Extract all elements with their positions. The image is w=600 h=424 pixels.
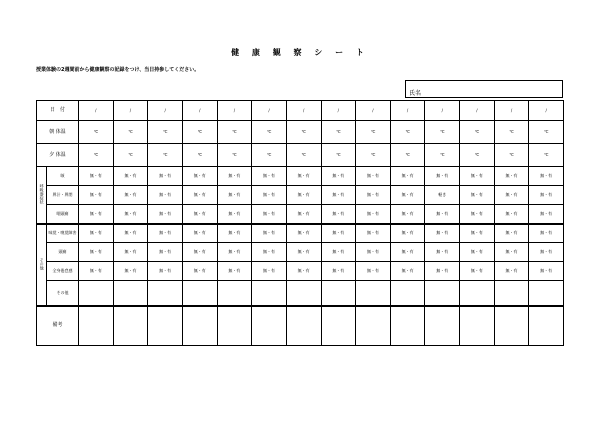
entry-cell[interactable]: 無・有	[148, 262, 183, 281]
entry-cell[interactable]: 無・有	[460, 167, 495, 186]
entry-cell[interactable]: ℃	[79, 121, 114, 144]
entry-cell[interactable]: /	[113, 101, 148, 121]
entry-cell[interactable]	[286, 281, 321, 306]
entry-cell[interactable]: ℃	[494, 144, 529, 167]
entry-cell[interactable]: 無・有	[217, 262, 252, 281]
entry-cell[interactable]: 無・有	[321, 224, 356, 243]
entry-cell[interactable]	[390, 306, 425, 346]
entry-cell[interactable]: ℃	[460, 144, 495, 167]
entry-cell[interactable]: 無・有	[79, 262, 114, 281]
entry-cell[interactable]: 無・有	[286, 224, 321, 243]
entry-cell[interactable]: /	[494, 101, 529, 121]
symptom-label: 味覚・嗅覚障害	[47, 224, 79, 243]
entry-cell[interactable]: 無・有	[286, 243, 321, 262]
entry-cell[interactable]: 無・有	[460, 186, 495, 205]
entry-cell[interactable]: 無・有	[252, 167, 287, 186]
entry-cell[interactable]	[390, 281, 425, 306]
entry-cell[interactable]: 無・有	[390, 262, 425, 281]
date-row	[37, 101, 564, 121]
symptom-label: 咳	[47, 167, 79, 186]
entry-cell[interactable]	[529, 281, 564, 306]
entry-cell[interactable]: 無・有	[529, 262, 564, 281]
morning-temp-label: 朝 体温	[37, 121, 79, 144]
entry-cell[interactable]	[79, 281, 114, 306]
entry-cell[interactable]	[252, 306, 287, 346]
entry-cell[interactable]: 無・有	[182, 205, 217, 224]
entry-cell[interactable]: 無・有	[529, 243, 564, 262]
entry-cell[interactable]	[321, 281, 356, 306]
entry-cell[interactable]: /	[252, 101, 287, 121]
entry-cell[interactable]: 無・有	[529, 167, 564, 186]
other-row	[37, 262, 564, 281]
entry-cell[interactable]: /	[390, 101, 425, 121]
date-label: 日 付	[37, 101, 79, 121]
entry-cell[interactable]: 無・有	[321, 186, 356, 205]
entry-cell[interactable]: ℃	[252, 121, 287, 144]
entry-cell[interactable]: ℃	[494, 121, 529, 144]
other-group-label: その他	[37, 224, 47, 306]
entry-cell[interactable]	[425, 281, 460, 306]
entry-cell[interactable]: 無・有	[79, 243, 114, 262]
other-row	[37, 243, 564, 262]
entry-cell[interactable]: 無・有	[148, 243, 183, 262]
entry-cell[interactable]	[425, 306, 460, 346]
entry-cell[interactable]: ℃	[356, 144, 391, 167]
entry-cell[interactable]: 無・有	[494, 205, 529, 224]
instruction-text: 授業体験の2週間前から健康観察の記録をつけ、当日持参してください。	[36, 67, 200, 73]
entry-cell[interactable]: 無・有	[390, 205, 425, 224]
entry-cell[interactable]: /	[529, 101, 564, 121]
entry-cell[interactable]	[252, 281, 287, 306]
entry-cell[interactable]: 無・有	[252, 224, 287, 243]
entry-cell[interactable]: 無・有	[286, 186, 321, 205]
entry-cell[interactable]: 無・有	[390, 243, 425, 262]
entry-cell[interactable]: 無・有	[460, 243, 495, 262]
entry-cell[interactable]: 無・有	[148, 205, 183, 224]
entry-cell[interactable]: ℃	[182, 144, 217, 167]
entry-cell[interactable]: 無・有	[460, 205, 495, 224]
entry-cell[interactable]: 無・有	[460, 262, 495, 281]
entry-cell[interactable]: ℃	[356, 121, 391, 144]
entry-cell[interactable]: 無・有	[113, 243, 148, 262]
remarks-row	[37, 306, 564, 346]
entry-cell[interactable]: 無・有	[321, 243, 356, 262]
evening-temp-label: 夕 体温	[37, 144, 79, 167]
entry-cell[interactable]: 無・有	[425, 243, 460, 262]
entry-cell[interactable]: 無・有	[113, 205, 148, 224]
entry-cell[interactable]: ℃	[182, 121, 217, 144]
entry-cell[interactable]: 無・有	[79, 205, 114, 224]
entry-cell[interactable]: 無・有	[356, 205, 391, 224]
entry-cell[interactable]: ℃	[286, 121, 321, 144]
entry-cell[interactable]	[460, 306, 495, 346]
other-row	[37, 281, 564, 306]
entry-cell[interactable]: 無・有	[113, 186, 148, 205]
entry-cell[interactable]: 無・有	[390, 167, 425, 186]
entry-cell[interactable]: 無・有	[356, 243, 391, 262]
entry-cell[interactable]: 無・有	[217, 224, 252, 243]
entry-cell[interactable]: /	[217, 101, 252, 121]
entry-cell[interactable]: 無・有	[425, 262, 460, 281]
entry-cell[interactable]	[217, 306, 252, 346]
entry-cell[interactable]: 無・有	[494, 224, 529, 243]
entry-cell[interactable]: 無・有	[217, 186, 252, 205]
entry-cell[interactable]: ℃	[529, 144, 564, 167]
entry-cell[interactable]: 無・有	[182, 243, 217, 262]
entry-cell[interactable]: ℃	[113, 121, 148, 144]
respiratory-row	[37, 186, 564, 205]
entry-cell[interactable]: 無・有	[460, 224, 495, 243]
entry-cell[interactable]: ℃	[217, 121, 252, 144]
entry-cell[interactable]: 無・有	[356, 224, 391, 243]
entry-cell[interactable]: ℃	[286, 144, 321, 167]
sheet-title: 健 康 観 察 シ ー ト	[231, 48, 369, 57]
health-observation-table	[36, 100, 564, 346]
entry-cell[interactable]: ℃	[113, 144, 148, 167]
entry-cell[interactable]: 無・有	[321, 262, 356, 281]
entry-cell[interactable]: ℃	[390, 121, 425, 144]
entry-cell[interactable]	[217, 281, 252, 306]
entry-cell[interactable]: 無・有	[182, 224, 217, 243]
entry-cell[interactable]: 無・有	[425, 205, 460, 224]
entry-cell[interactable]: /	[321, 101, 356, 121]
entry-cell[interactable]: 無・有	[494, 243, 529, 262]
entry-cell[interactable]: 無・有	[252, 262, 287, 281]
other-row	[37, 224, 564, 243]
entry-cell[interactable]: 無・有	[321, 167, 356, 186]
respiratory-group-label: 呼吸器症状	[37, 167, 47, 224]
entry-cell[interactable]: 無・有	[113, 262, 148, 281]
symptom-label: 咽頭痛	[47, 205, 79, 224]
entry-cell[interactable]: ℃	[425, 121, 460, 144]
entry-cell[interactable]: ℃	[390, 144, 425, 167]
entry-cell[interactable]: ℃	[321, 121, 356, 144]
entry-cell[interactable]: ℃	[252, 144, 287, 167]
entry-cell[interactable]: 無・有	[79, 167, 114, 186]
entry-cell[interactable]: 無・有	[286, 167, 321, 186]
morning-temp-row	[37, 121, 564, 144]
entry-cell[interactable]: 無・有	[182, 262, 217, 281]
respiratory-row	[37, 205, 564, 224]
entry-cell[interactable]: /	[356, 101, 391, 121]
entry-cell[interactable]	[356, 306, 391, 346]
entry-cell[interactable]: 無・有	[217, 167, 252, 186]
entry-cell[interactable]: /	[148, 101, 183, 121]
respiratory-row	[37, 167, 564, 186]
entry-cell[interactable]	[460, 281, 495, 306]
entry-cell[interactable]: 無・有	[182, 167, 217, 186]
entry-cell[interactable]: /	[425, 101, 460, 121]
name-field[interactable]	[405, 80, 563, 98]
entry-cell[interactable]: ℃	[425, 144, 460, 167]
symptom-label: 全身倦怠感	[47, 262, 79, 281]
entry-cell[interactable]: 無・有	[79, 224, 114, 243]
entry-cell[interactable]	[113, 306, 148, 346]
entry-cell[interactable]: 無・有	[494, 186, 529, 205]
entry-cell[interactable]: 無・有	[529, 224, 564, 243]
entry-cell[interactable]: ℃	[79, 144, 114, 167]
entry-cell[interactable]	[182, 306, 217, 346]
entry-cell[interactable]	[494, 306, 529, 346]
entry-cell[interactable]: 軽き	[425, 186, 460, 205]
entry-cell[interactable]: 無・有	[286, 262, 321, 281]
entry-cell[interactable]: ℃	[460, 121, 495, 144]
entry-cell[interactable]: ℃	[321, 144, 356, 167]
entry-cell[interactable]	[494, 281, 529, 306]
entry-cell[interactable]: 無・有	[390, 224, 425, 243]
entry-cell[interactable]: 無・有	[425, 167, 460, 186]
remarks-label: 備考	[37, 306, 79, 346]
entry-cell[interactable]: 無・有	[148, 167, 183, 186]
entry-cell[interactable]: ℃	[148, 144, 183, 167]
entry-cell[interactable]: 無・有	[356, 186, 391, 205]
entry-cell[interactable]	[113, 281, 148, 306]
entry-cell[interactable]: 無・有	[494, 262, 529, 281]
entry-cell[interactable]	[79, 306, 114, 346]
entry-cell[interactable]: 無・有	[425, 224, 460, 243]
entry-cell[interactable]: 無・有	[113, 224, 148, 243]
entry-cell[interactable]: 無・有	[252, 186, 287, 205]
entry-cell[interactable]: 無・有	[148, 224, 183, 243]
evening-temp-row	[37, 144, 564, 167]
entry-cell[interactable]: 無・有	[529, 205, 564, 224]
entry-cell[interactable]	[182, 281, 217, 306]
entry-cell[interactable]: /	[182, 101, 217, 121]
entry-cell[interactable]: 無・有	[321, 205, 356, 224]
entry-cell[interactable]: 無・有	[356, 262, 391, 281]
entry-cell[interactable]: 無・有	[356, 167, 391, 186]
entry-cell[interactable]: ℃	[529, 121, 564, 144]
entry-cell[interactable]: 無・有	[529, 186, 564, 205]
entry-cell[interactable]: 無・有	[252, 243, 287, 262]
entry-cell[interactable]: ℃	[217, 144, 252, 167]
entry-cell[interactable]: /	[460, 101, 495, 121]
entry-cell[interactable]: 無・有	[217, 205, 252, 224]
entry-cell[interactable]: ℃	[148, 121, 183, 144]
entry-cell[interactable]: 無・有	[182, 186, 217, 205]
entry-cell[interactable]: 無・有	[286, 205, 321, 224]
entry-cell[interactable]: 無・有	[252, 205, 287, 224]
entry-cell[interactable]: 無・有	[148, 186, 183, 205]
entry-cell[interactable]	[148, 306, 183, 346]
entry-cell[interactable]	[148, 281, 183, 306]
entry-cell[interactable]	[356, 281, 391, 306]
entry-cell[interactable]: 無・有	[113, 167, 148, 186]
entry-cell[interactable]: 無・有	[79, 186, 114, 205]
entry-cell[interactable]: 無・有	[494, 167, 529, 186]
entry-cell[interactable]	[321, 306, 356, 346]
entry-cell[interactable]	[529, 306, 564, 346]
symptom-label: その他	[47, 281, 79, 306]
symptom-label: 頭痛	[47, 243, 79, 262]
entry-cell[interactable]	[286, 306, 321, 346]
entry-cell[interactable]: 無・有	[217, 243, 252, 262]
symptom-label: 鼻汁・鼻閉	[47, 186, 79, 205]
entry-cell[interactable]: 無・有	[390, 186, 425, 205]
name-label: 氏名	[409, 90, 422, 97]
entry-cell[interactable]: /	[286, 101, 321, 121]
entry-cell[interactable]: /	[79, 101, 114, 121]
